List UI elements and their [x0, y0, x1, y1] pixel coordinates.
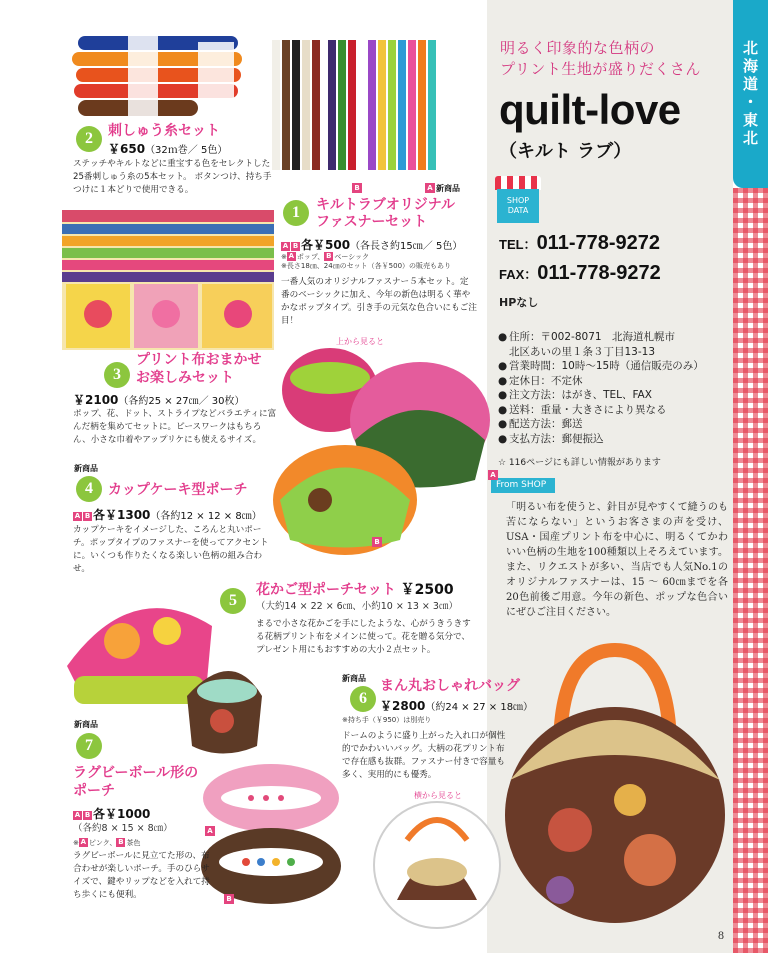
- new-item-badge-7: 新商品: [74, 720, 98, 729]
- product-desc-6: ドームのように盛り上がった入れ口が個性的でかわいいバッグ。大柄の花プリント布で存在感も抜群。ファスナー付きで容量も多く、実用的にも優秀。: [342, 731, 506, 780]
- label-a-rugby: A: [205, 826, 215, 836]
- homepage-info: HPなし: [499, 296, 539, 309]
- product-title-7-line-1: ラグビーボール形の: [73, 765, 199, 781]
- product-number-2: 2: [76, 126, 102, 152]
- product-price-3: ￥2100（各約25 × 27㎝／ 30枚）: [73, 393, 245, 407]
- print-fabric-set-photo: [62, 210, 274, 350]
- product-title-3-line-2: お楽しみセット: [136, 370, 234, 386]
- product-number-5: 5: [220, 588, 246, 614]
- product-title-4: カップケーキ型ポーチ: [108, 482, 248, 498]
- region-tab: [733, 0, 768, 188]
- product-number-3: 3: [104, 362, 130, 388]
- view-from-top-note: 上から見ると: [336, 337, 384, 346]
- product-title-6: まん丸おしゃれバッグ: [380, 678, 520, 694]
- fax-number: 011-778-9272: [537, 262, 661, 284]
- rugby-ball-pouch-photo: [196, 758, 346, 908]
- shop-name: quilt-love: [499, 86, 681, 133]
- info-item: ● 住所：〒002-8071 北海道札幌市: [498, 331, 676, 343]
- product-title-7-line-2: ポーチ: [73, 783, 115, 799]
- round-bag-side-photo: [372, 800, 502, 930]
- product-price-2: ￥650（32ｍ巻／ 5色）: [108, 142, 228, 156]
- from-shop-label: From SHOP: [491, 478, 555, 493]
- product-size-7: （各約8 × 15 × 8㎝）: [73, 823, 173, 834]
- page-number: 8: [718, 928, 724, 942]
- product-note-7: ※ A ピンク、 B 茶色: [73, 838, 141, 847]
- embroidery-floss-photo: [68, 32, 248, 128]
- new-item-badge-4: 新商品: [74, 464, 98, 473]
- product-desc-1: 一番人気のオリジナルファスナー５本セット。定番のベーシックに加え、今年の新色は明るく華やかなポップタイプ。引き手の元気な色合いにもご注目！: [281, 277, 477, 326]
- shop-data-badge-line-2: DATA: [507, 206, 529, 215]
- info-item: ● 営業時間：10時〜15時（通信販売のみ）: [498, 360, 704, 372]
- shop-data-awning: [495, 176, 541, 190]
- product-price-1: A B 各￥500（各長さ約15㎝／ 5色）: [282, 238, 463, 252]
- product-title-3-line-1: プリント布おまかせ: [136, 352, 262, 368]
- product-price-6: ￥2800（約24 × 27 × 18㎝）: [380, 699, 534, 713]
- cupcake-pouch-photo: [270, 340, 500, 555]
- info-note: ☆ 116ページにも詳しい情報があります: [498, 458, 661, 468]
- product-desc-2: ステッチやキルトなどに重宝する色をセレクトした25番刺しゅう糸の5本セット。 ボタンつけ、持ち手つけに１本どりで使用できる。: [73, 159, 272, 195]
- product-note-1b: ※長さ18㎝、24㎝のセット（各￥500）の販売もあり: [281, 262, 452, 270]
- shop-info-list: [498, 330, 728, 446]
- product-number-4: 4: [76, 476, 102, 502]
- new-item-badge-1: 新商品: [436, 184, 460, 193]
- product-title-1-line-2: ファスナーセット: [316, 214, 428, 230]
- product-note-1: ※ A ポップ、 B ベーシック: [281, 252, 370, 261]
- info-item: ● 支払方法：郵便振込: [498, 432, 604, 445]
- catch-copy-line-1: 明るく印象的な色柄の: [500, 39, 656, 57]
- product-price-7: A B 各￥1000: [74, 807, 151, 821]
- label-a-zipper: A: [425, 183, 435, 193]
- product-number-6: 6: [350, 686, 376, 712]
- catch-copy-line-2: プリント生地が盛りだくさん: [500, 60, 701, 78]
- zipper-set-photo: [268, 30, 468, 180]
- tel-label: TEL：: [499, 237, 537, 252]
- shop-data-badge: [497, 189, 539, 223]
- product-size-5: （大約14 × 22 × 6㎝、小約10 × 13 × 3㎝）: [256, 601, 458, 612]
- info-item: ● 定休日：不定休: [498, 374, 583, 387]
- product-number-7: 7: [76, 733, 102, 759]
- product-title-5: 花かご型ポーチセット ￥2500: [256, 582, 454, 598]
- product-note-6: ※持ち手（￥950）は別売り: [342, 716, 432, 724]
- info-item: ● 注文方法：はがき、TEL、FAX: [498, 389, 652, 401]
- fax-label: FAX：: [499, 267, 538, 282]
- view-from-side-note: 横から見ると: [414, 791, 462, 800]
- product-desc-4: カップケーキをイメージした、ころんと丸いポーチ。ポップタイプのファスナーを使ってアクセントに。いくつも作りたくなる楽しい色柄の組み合わせ。: [73, 525, 269, 574]
- label-a-cupcake: A: [488, 470, 498, 480]
- label-b-rugby: B: [224, 894, 234, 904]
- info-item: ● 配送方法：郵送: [498, 418, 583, 430]
- product-title-1-line-1: キルトラブオリジナル: [316, 197, 456, 213]
- product-number-1: 1: [283, 200, 309, 226]
- label-b-cupcake: B: [372, 537, 382, 547]
- shop-data-badge-line-1: SHOP: [506, 196, 530, 205]
- info-item: 北区あいの里１条３丁目13-13: [509, 345, 656, 358]
- round-bag-photo: [500, 630, 728, 930]
- shop-name-kana: （キルト ラブ）: [499, 141, 632, 162]
- tel-row: [499, 232, 660, 255]
- from-shop-message: 「明るい布を使うと、針目が見やすくて縫うのも苦にならない」というお客さまの声を受け、USA・国産プリント布を中心に、明るくてかわいい色柄の生地を100種類以上そろえています。また、リクエストが多い、当店でも人気No.1のオリジナルファスナーは、15 〜 60㎝までを各20色前後ご用意。今年の新色、ポップな色合いにぜひご注目ください。: [506, 502, 728, 618]
- product-title-2: 刺しゅう糸セット: [108, 123, 220, 139]
- product-desc-5: まるで小さな花かごを手にしたような、心がうきうきする花柄プリント布をメインに使って。花を贈る気分で、プレゼント用にもおすすめの大小２点セット。: [256, 619, 471, 655]
- new-item-badge-6: 新商品: [342, 674, 366, 683]
- tel-number: 011-778-9272: [536, 232, 661, 254]
- region-label: 北海道・東北: [741, 40, 759, 148]
- product-desc-7: ラグビーボールに見立てた形の、布合わせが楽しいポーチ。手のひらサイズで、鍵やリップなどを入れて持ち歩くにも便利。: [73, 851, 210, 900]
- gingham-border: [733, 188, 768, 953]
- product-price-4: A B 各￥1300（各約12 × 12 × 8㎝）: [74, 508, 262, 522]
- label-b-zipper: B: [352, 183, 362, 193]
- fax-row: [499, 262, 661, 285]
- info-item: ● 送料：重量・大きさにより異なる: [498, 403, 667, 416]
- product-desc-3: ポップ、花、ドット、ストライプなどバラエティに富んだ柄を集めてセットに。ピースワークはもちろん、小さな巾着やアップリケにも使えるサイズ。: [73, 409, 277, 445]
